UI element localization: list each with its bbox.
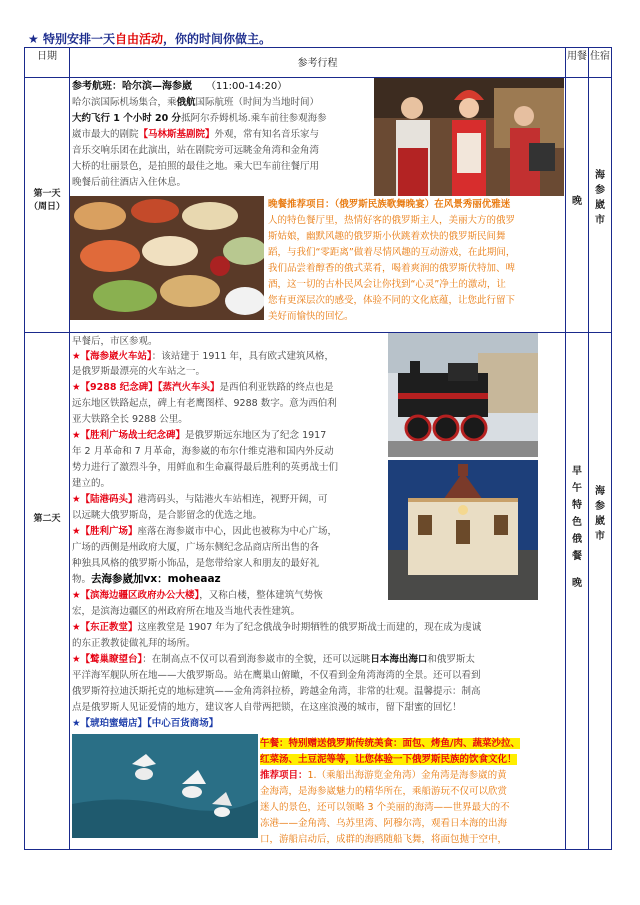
top-note xyxy=(28,30,271,47)
sight-shops: ★【琥珀蜜蜡店】【中心百货商场】 xyxy=(72,718,219,729)
note-prefix: 特别安排一天 xyxy=(38,32,115,46)
note-highlight: 自由活动 xyxy=(114,32,163,46)
boat-rec-line1: 金海湾，是海参崴魅力的精华所在，乘船游玩不仅可以欣赏 xyxy=(260,786,508,797)
header-date: 日期 xyxy=(37,51,57,62)
day1-rec-line6: 您有更深层次的感受，体验不同的文化底蕴，让您此行留下 xyxy=(268,295,516,306)
sight-pier-2: 以远眺大俄罗斯岛，是合影留念的优选之地。 xyxy=(72,510,263,521)
sight-monument-3: 亚大铁路全长 9288 公里。 xyxy=(72,414,188,425)
day1-rec-line2: 斯姑娘，幽默风趣的俄罗斯小伙跳着欢快的俄罗斯民间舞 xyxy=(268,231,506,242)
boat-rec-line0: 推荐项目：1.（乘船出海游览金角湾）金角湾是海参崴的黄 xyxy=(260,770,507,781)
sight-victory-square-2: 广场的西侧是州政府大厦，广场东侧纪念品商店所出售的各 xyxy=(72,542,320,553)
lunch-line1: 午餐：特别赠送俄罗斯传统美食：面包、烤鱼/肉、蔬菜沙拉、 xyxy=(260,738,520,749)
sight-victory-memorial-2: 年 2 月革命和 7 月革命，海参崴的布尔什维克港和国内外反动 xyxy=(72,446,334,457)
day1-rec-line5: 酒，这一切的古朴民风会让你找到“心灵”净土的激动，让 xyxy=(268,279,506,290)
day1-rec-line1: 人的特色餐厅里，热情好客的俄罗斯主人，美丽大方的俄罗 xyxy=(268,215,516,226)
day1-line3: 大约飞行 1 个小时 20 分抵阿尔乔姆机场.乘车前往参观海参 xyxy=(72,113,327,124)
railway-station-photo xyxy=(388,460,538,600)
day2-stay: 海参崴市 xyxy=(595,486,605,542)
sight-lookout-3: 俄罗斯符拉迪沃斯托克的地标建筑——金角湾斜拉桥，跨越金角湾，非常的壮观。温馨提示：制高 xyxy=(72,686,481,697)
flight-info: 参考航班：哈尔滨—海参崴 （11:00-14:20） xyxy=(72,81,288,92)
sight-church-2: 的东正教教徒做礼拜的场所。 xyxy=(72,638,196,649)
sight-victory-memorial-3: 势力进行了激烈斗争，用鲜血和生命赢得最后胜利的英勇战士们 xyxy=(72,462,339,473)
day1-line5: 音乐交响乐团在此演出，站在剧院旁可远眺金角湾和金角湾 xyxy=(72,145,320,156)
day2-meal: 早 午 特 色 俄 餐 晚 xyxy=(572,466,582,589)
day1-line6: 大桥的壮丽景色，是拍照的最佳之地。乘大巴车前往餐厅用 xyxy=(72,161,320,172)
sight-monument: ★【9288 纪念碑】【蒸汽火车头】是西伯利亚铁路的终点也是 xyxy=(72,382,334,393)
day1-rec-line4: 我们品尝着醇香的俄式菜肴，喝着爽润的俄罗斯伏特加、啤 xyxy=(268,263,516,274)
sight-victory-square-3: 种独具风格的俄罗斯小饰品，是您带给家人和朋友的最好礼 xyxy=(72,558,320,569)
day1-label: 第一天 （周日） xyxy=(28,189,65,212)
header-plan: 参考行程 xyxy=(297,58,338,69)
boat-rec-line2: 迷人的景色，还可以领略 3 个美丽的海湾——世界最大的不 xyxy=(260,802,510,813)
lunch-line2: 红菜汤、土豆泥等等，让您体验一下俄罗斯民族的饮食文化！ xyxy=(260,754,517,765)
day1-line4: 崴市最大的剧院【马林斯基剧院】外观，常有知名音乐家与 xyxy=(72,129,320,140)
seagulls-photo xyxy=(72,734,258,838)
sight-white-house: ★【滨海边疆区政府办公大楼】，又称白楼，整体建筑气势恢 xyxy=(72,590,323,601)
day1-rec-line0: 晚餐推荐项目：（俄罗斯民族歌舞晚宴）在风景秀丽优雅迷 xyxy=(268,199,511,210)
banquet-food-photo xyxy=(70,196,264,320)
day1-line2: 哈尔滨国际机场集合，乘俄航国际航班（时间为当地时间） xyxy=(72,97,320,108)
sight-victory-memorial-4: 建立的。 xyxy=(72,478,111,489)
sight-victory-square: ★【胜利广场】座落在海参崴市中心，因此也被称为中心广场， xyxy=(72,526,338,537)
star-icon: ★ xyxy=(28,32,39,46)
sight-lookout-4: 点是俄罗斯人见证爱情的地方，建议客人自带两把锁，在这座浪漫的城市，留下甜蜜的回忆！ xyxy=(72,702,462,713)
day2-label: 第二天 xyxy=(33,514,61,524)
day1-line7: 晚餐后前往酒店入住休息。 xyxy=(72,177,187,188)
boat-rec-line3: 冻港——金角湾、乌苏里湾、阿穆尔湾，观看日本海的出海 xyxy=(260,818,508,829)
sight-church: ★【东正教堂】这座教堂是 1907 年为了纪念俄战争时期牺牲的俄罗斯战士而建的，现在成为虔诚 xyxy=(72,622,482,633)
sight-station-2: 是俄罗斯最漂亮的火车站之一。 xyxy=(72,366,206,377)
boat-rec-line4: 口，游船启动后，成群的海鸥随船飞舞，将面包抛于空中， xyxy=(260,834,508,845)
header-meal: 用餐 xyxy=(567,51,587,62)
sight-lookout: ★【鹫巢瞭望台】：在制高点不仅可以看到海参崴市的全貌，还可以远眺日本海出海口和俄罗斯太 xyxy=(72,654,475,665)
sight-station: ★【海参崴火车站】：该站建于 1911 年，具有欧式建筑风格， xyxy=(72,351,335,362)
steam-locomotive-photo xyxy=(388,333,538,457)
sight-lookout-2: 平洋海军舰队所在地——大俄罗斯岛。站在鹰巢山俯瞰，不仅看到金角湾海湾的全景。还可以看到 xyxy=(72,670,481,681)
sight-monument-2: 远东地区铁路起点，碑上有老鹰图样、9288 数字。意为西伯利 xyxy=(72,398,337,409)
sight-white-house-2: 宏，是滨海边疆区的州政府所在地及当地代表性建筑。 xyxy=(72,606,301,617)
day1-rec-line3: 蹈，与我们“零距离”做着尽情风趣的互动游戏，在此期间， xyxy=(268,247,516,258)
day2-intro: 早餐后，市区参观。 xyxy=(72,336,158,347)
folk-dancers-photo xyxy=(374,78,564,196)
sight-victory-memorial: ★【胜利广场战士纪念碑】是俄罗斯远东地区为了纪念 1917 xyxy=(72,430,327,441)
day1-stay: 海参崴市 xyxy=(595,170,605,226)
day1-rec-line7: 美好而愉快的回忆。 xyxy=(268,311,354,322)
sight-victory-square-4: 物。去海参崴加vx：moheaaz xyxy=(72,573,221,585)
sight-pier: ★【陆港码头】港湾码头，与陆港火车站相连，视野开阔，可 xyxy=(72,494,328,505)
day1-meal: 晚 xyxy=(572,196,582,207)
header-stay: 住宿 xyxy=(590,51,610,62)
note-suffix: ，你的时间你做主。 xyxy=(162,32,271,46)
